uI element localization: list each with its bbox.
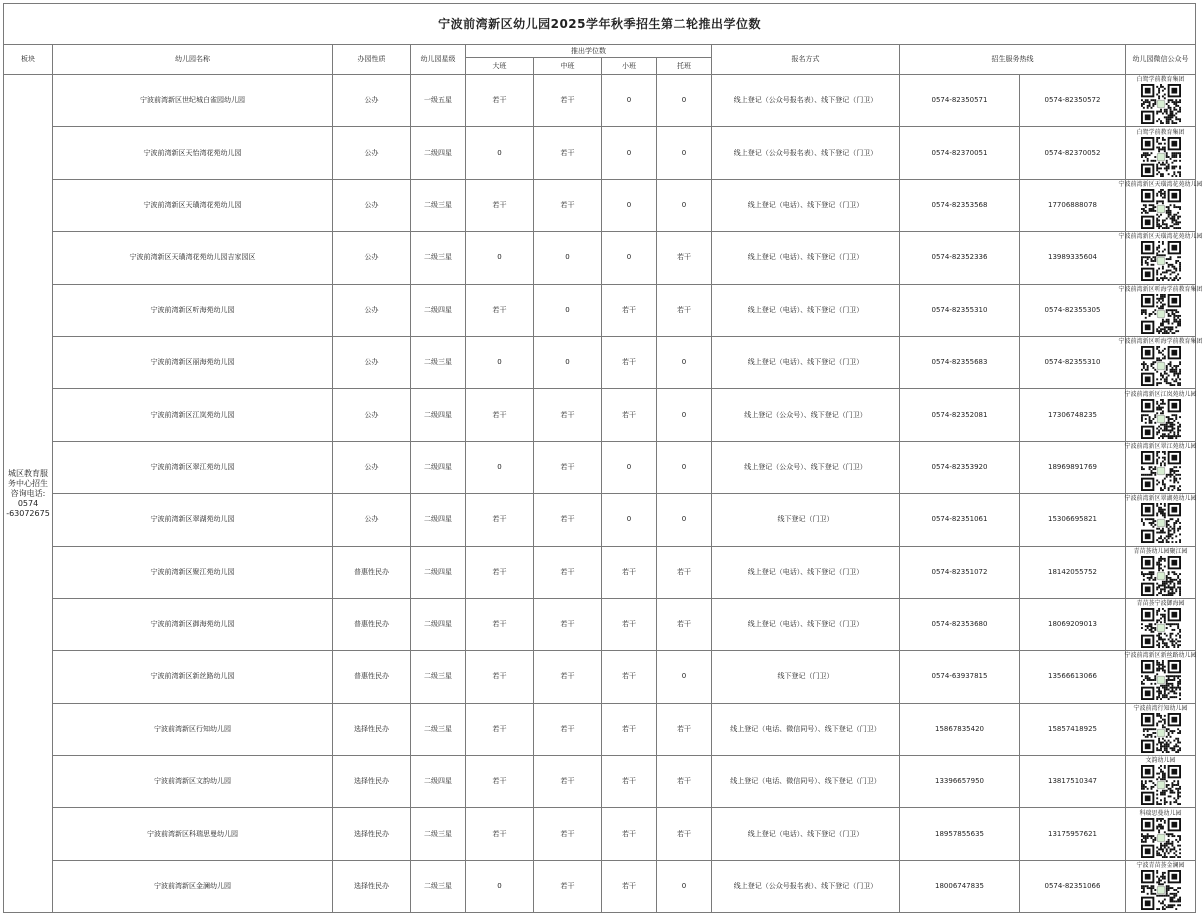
wechat-account — [1118, 336, 1203, 388]
page-title: 宁波前湾新区幼儿园2025学年秋季招生第二轮推出学位数 — [4, 4, 1196, 45]
hotline-secondary: 15306695821 — [1020, 494, 1126, 546]
places-small: 0 — [602, 127, 657, 179]
table-row — [4, 179, 1196, 231]
places-big: 若干 — [466, 389, 534, 441]
header-region: 板块 — [4, 45, 53, 75]
hotline-secondary: 0574-82370052 — [1020, 127, 1126, 179]
hotline-primary: 0574-82352081 — [900, 389, 1020, 441]
school-nature: 普惠性民办 — [333, 546, 411, 598]
wechat-account-name: 宁波前湾新区江岚苑幼儿园 — [1124, 390, 1197, 398]
hotline-secondary: 0574-82355310 — [1020, 336, 1126, 388]
hotline-primary: 18957855635 — [900, 808, 1020, 860]
hotline-secondary: 13175957621 — [1020, 808, 1126, 860]
table-row — [4, 441, 1196, 493]
header-places: 推出学位数 — [466, 45, 712, 58]
places-middle: 若干 — [534, 441, 602, 493]
places-big: 若干 — [466, 75, 534, 127]
qr-code-icon[interactable] — [1141, 189, 1181, 229]
header-hotline: 招生服务热线 — [900, 45, 1126, 75]
wechat-account — [1126, 703, 1196, 755]
table-row — [4, 756, 1196, 808]
places-big: 若干 — [466, 494, 534, 546]
places-middle: 若干 — [534, 703, 602, 755]
registration-method: 线上登记（公众号报名表）、线下登记（门卫） — [712, 127, 900, 179]
table-body — [4, 75, 1203, 913]
star-grade: 二级四星 — [411, 494, 466, 546]
places-nursery: 若干 — [657, 546, 712, 598]
places-small: 0 — [602, 179, 657, 231]
star-grade: 二级四星 — [411, 389, 466, 441]
school-nature: 选择性民办 — [333, 860, 411, 912]
places-nursery: 0 — [657, 441, 712, 493]
school-nature: 选择性民办 — [333, 808, 411, 860]
wechat-account-name: 青苗荟宁波御海园 — [1136, 600, 1185, 608]
places-small: 若干 — [602, 598, 657, 650]
places-middle: 若干 — [534, 389, 602, 441]
places-nursery: 0 — [657, 336, 712, 388]
kindergarten-name: 宁波前湾新区行知幼儿园 — [53, 703, 333, 755]
places-small: 0 — [602, 441, 657, 493]
places-small: 若干 — [602, 860, 657, 912]
wechat-account — [1126, 808, 1196, 860]
hotline-secondary: 13817510347 — [1020, 756, 1126, 808]
wechat-account-name: 宁波前湾新区天璜湾花苑幼儿园 — [1118, 233, 1203, 241]
school-nature: 公办 — [333, 494, 411, 546]
school-nature: 公办 — [333, 389, 411, 441]
star-grade: 二级四星 — [411, 546, 466, 598]
places-middle: 若干 — [534, 546, 602, 598]
registration-method: 线上登记（电话）、线下登记（门卫） — [712, 284, 900, 336]
wechat-account-name: 宁波前湾行知幼儿园 — [1133, 704, 1188, 712]
hotline-secondary: 0574-82350572 — [1020, 75, 1126, 127]
places-nursery: 若干 — [657, 284, 712, 336]
hotline-primary: 13396657950 — [900, 756, 1020, 808]
registration-method: 线下登记（门卫） — [712, 651, 900, 703]
wechat-account-name: 宁波前湾新区翠江苑幼儿园 — [1124, 442, 1197, 450]
table-row — [4, 808, 1196, 860]
wechat-account — [1126, 441, 1196, 493]
places-big: 0 — [466, 127, 534, 179]
places-middle: 若干 — [534, 808, 602, 860]
kindergarten-name: 宁波前湾新区翠江苑幼儿园 — [53, 441, 333, 493]
places-big: 0 — [466, 441, 534, 493]
registration-method: 线下登记（门卫） — [712, 494, 900, 546]
qr-code-icon[interactable] — [1141, 84, 1181, 124]
qr-code-icon[interactable] — [1141, 451, 1181, 491]
kindergarten-name: 宁波前湾新区丽海苑幼儿园 — [53, 336, 333, 388]
star-grade: 二级三星 — [411, 808, 466, 860]
places-nursery: 若干 — [657, 232, 712, 284]
kindergarten-name: 宁波前湾新区御海苑幼儿园 — [53, 598, 333, 650]
kindergarten-name: 宁波前湾新区金澜幼儿园 — [53, 860, 333, 912]
wechat-account-name: 宁波前湾新区天璜湾花苑幼儿园 — [1118, 180, 1203, 188]
places-middle: 若干 — [534, 494, 602, 546]
qr-code-icon[interactable] — [1141, 294, 1181, 334]
places-small: 若干 — [602, 389, 657, 441]
places-nursery: 若干 — [657, 703, 712, 755]
hotline-primary: 0574-82353920 — [900, 441, 1020, 493]
wechat-account — [1126, 494, 1196, 546]
hotline-secondary: 17306748235 — [1020, 389, 1126, 441]
hotline-primary: 0574-82355683 — [900, 336, 1020, 388]
places-middle: 若干 — [534, 127, 602, 179]
registration-method: 线上登记（电话）、线下登记（门卫） — [712, 808, 900, 860]
registration-method: 线上登记（电话）、线下登记（门卫） — [712, 598, 900, 650]
school-nature: 公办 — [333, 232, 411, 284]
school-nature: 公办 — [333, 75, 411, 127]
places-small: 若干 — [602, 546, 657, 598]
hotline-secondary: 18142055752 — [1020, 546, 1126, 598]
kindergarten-name: 宁波前湾新区科瑞思曼幼儿园 — [53, 808, 333, 860]
table-row — [4, 546, 1196, 598]
school-nature: 公办 — [333, 441, 411, 493]
school-nature: 普惠性民办 — [333, 598, 411, 650]
table-row — [4, 598, 1196, 650]
wechat-account — [1118, 179, 1203, 231]
qr-code-icon[interactable] — [1141, 765, 1181, 805]
header-small: 小班 — [602, 58, 657, 75]
header-wechat: 幼儿园微信公众号 — [1126, 45, 1196, 75]
places-big: 若干 — [466, 598, 534, 650]
enrollment-table — [3, 3, 1203, 913]
places-small: 若干 — [602, 808, 657, 860]
hotline-primary: 0574-82353680 — [900, 598, 1020, 650]
qr-code-icon[interactable] — [1141, 137, 1181, 177]
places-small: 若干 — [602, 336, 657, 388]
kindergarten-name: 宁波前湾新区世纪城白雀园幼儿园 — [53, 75, 333, 127]
wechat-account-name: 白鸳学前教育集团 — [1136, 128, 1185, 136]
kindergarten-name: 宁波前湾新区天怡湾花苑幼儿园 — [53, 127, 333, 179]
school-nature: 公办 — [333, 284, 411, 336]
header-name: 幼儿园名称 — [53, 45, 333, 75]
table-row — [4, 336, 1196, 388]
hotline-primary: 0574-82355310 — [900, 284, 1020, 336]
places-big: 若干 — [466, 546, 534, 598]
places-small: 0 — [602, 75, 657, 127]
places-big: 若干 — [466, 284, 534, 336]
places-middle: 若干 — [534, 860, 602, 912]
hotline-primary: 0574-82353568 — [900, 179, 1020, 231]
registration-method: 线上登记（公众号报名表）、线下登记（门卫） — [712, 860, 900, 912]
school-nature: 公办 — [333, 179, 411, 231]
hotline-secondary: 0574-82355305 — [1020, 284, 1126, 336]
wechat-account-name: 宁波前湾新区新丝路幼儿园 — [1124, 652, 1197, 660]
places-big: 0 — [466, 860, 534, 912]
places-nursery: 0 — [657, 75, 712, 127]
places-big: 若干 — [466, 703, 534, 755]
places-middle: 0 — [534, 232, 602, 284]
header-method: 报名方式 — [712, 45, 900, 75]
qr-code-icon[interactable] — [1141, 503, 1181, 543]
kindergarten-name: 宁波前湾新区新丝路幼儿园 — [53, 651, 333, 703]
qr-code-icon[interactable] — [1141, 346, 1181, 386]
hotline-secondary: 18069209013 — [1020, 598, 1126, 650]
star-grade: 二级三星 — [411, 651, 466, 703]
table-row — [4, 860, 1196, 912]
wechat-account — [1126, 127, 1196, 179]
qr-code-icon[interactable] — [1141, 608, 1181, 648]
hotline-secondary: 15857418925 — [1020, 703, 1126, 755]
hotline-primary: 0574-82351061 — [900, 494, 1020, 546]
places-nursery: 0 — [657, 860, 712, 912]
places-nursery: 0 — [657, 651, 712, 703]
wechat-account-name: 宁波前湾新区翠湖苑幼儿园 — [1124, 495, 1197, 503]
star-grade: 二级四星 — [411, 756, 466, 808]
places-nursery: 若干 — [657, 808, 712, 860]
qr-code-icon[interactable] — [1141, 870, 1181, 910]
places-big: 0 — [466, 336, 534, 388]
wechat-account-name: 宁波青苗荟金澜园 — [1136, 862, 1185, 870]
header-grade: 幼儿园星级 — [411, 45, 466, 75]
qr-code-icon[interactable] — [1141, 556, 1181, 596]
wechat-account — [1126, 546, 1196, 598]
wechat-account-name: 青苗荟幼儿园聚江园 — [1133, 547, 1188, 555]
places-nursery: 0 — [657, 494, 712, 546]
hotline-secondary: 0574-82351066 — [1020, 860, 1126, 912]
places-middle: 若干 — [534, 75, 602, 127]
wechat-account-name: 白鸳学前教育集团 — [1136, 76, 1185, 84]
hotline-primary: 0574-82350571 — [900, 75, 1020, 127]
star-grade: 二级四星 — [411, 441, 466, 493]
hotline-primary: 0574-63937815 — [900, 651, 1020, 703]
hotline-primary: 18006747835 — [900, 860, 1020, 912]
places-nursery: 若干 — [657, 598, 712, 650]
registration-method: 线上登记（电话、微信同号）、线下登记（门卫） — [712, 703, 900, 755]
star-grade: 二级三星 — [411, 703, 466, 755]
places-small: 0 — [602, 494, 657, 546]
star-grade: 二级四星 — [411, 598, 466, 650]
kindergarten-name: 宁波前湾新区天璜湾花苑幼儿园吉家园区 — [53, 232, 333, 284]
places-middle: 若干 — [534, 651, 602, 703]
hotline-secondary: 18969891769 — [1020, 441, 1126, 493]
region-contact: 城区教育服务中心招生咨询电话: 0574 -63072675 — [4, 75, 53, 913]
header-middle: 中班 — [534, 58, 602, 75]
places-nursery: 0 — [657, 389, 712, 441]
places-big: 若干 — [466, 179, 534, 231]
wechat-account — [1118, 232, 1203, 284]
registration-method: 线上登记（电话、微信同号）、线下登记（门卫） — [712, 756, 900, 808]
kindergarten-name: 宁波前湾新区聚江苑幼儿园 — [53, 546, 333, 598]
places-small: 若干 — [602, 651, 657, 703]
registration-method: 线上登记（公众号）、线下登记（门卫） — [712, 441, 900, 493]
places-small: 若干 — [602, 284, 657, 336]
wechat-account — [1126, 651, 1196, 703]
table-row — [4, 75, 1196, 127]
kindergarten-name: 宁波前湾新区翠湖苑幼儿园 — [53, 494, 333, 546]
qr-code-icon[interactable] — [1141, 399, 1181, 439]
places-big: 若干 — [466, 651, 534, 703]
hotline-primary: 0574-82351072 — [900, 546, 1020, 598]
places-middle: 0 — [534, 284, 602, 336]
hotline-secondary: 13989335604 — [1020, 232, 1126, 284]
places-middle: 0 — [534, 336, 602, 388]
header-big: 大班 — [466, 58, 534, 75]
places-big: 若干 — [466, 808, 534, 860]
wechat-account-name: 文韵幼儿园 — [1145, 757, 1176, 765]
table-row — [4, 494, 1196, 546]
places-small: 0 — [602, 232, 657, 284]
wechat-account-name: 科瑞思曼幼儿园 — [1139, 809, 1182, 817]
table-row — [4, 389, 1196, 441]
registration-method: 线上登记（电话）、线下登记（门卫） — [712, 232, 900, 284]
school-nature: 选择性民办 — [333, 703, 411, 755]
places-small: 若干 — [602, 756, 657, 808]
places-nursery: 0 — [657, 179, 712, 231]
wechat-account — [1126, 860, 1196, 912]
registration-method: 线上登记（电话）、线下登记（门卫） — [712, 546, 900, 598]
hotline-primary: 0574-82370051 — [900, 127, 1020, 179]
kindergarten-name: 宁波前湾新区天璜湾花苑幼儿园 — [53, 179, 333, 231]
kindergarten-name: 宁波前湾新区听海苑幼儿园 — [53, 284, 333, 336]
qr-code-icon[interactable] — [1141, 818, 1181, 858]
kindergarten-name: 宁波前湾新区文韵幼儿园 — [53, 756, 333, 808]
kindergarten-name: 宁波前湾新区江岚苑幼儿园 — [53, 389, 333, 441]
wechat-account-name: 宁波前湾新区听海学前教育集团 — [1118, 338, 1203, 346]
places-big: 若干 — [466, 756, 534, 808]
hotline-secondary: 17706888078 — [1020, 179, 1126, 231]
star-grade: 一级五星 — [411, 75, 466, 127]
table-row — [4, 284, 1196, 336]
registration-method: 线上登记（公众号）、线下登记（门卫） — [712, 389, 900, 441]
qr-code-icon[interactable] — [1141, 660, 1181, 700]
star-grade: 二级四星 — [411, 284, 466, 336]
places-small: 若干 — [602, 703, 657, 755]
places-big: 0 — [466, 232, 534, 284]
places-middle: 若干 — [534, 179, 602, 231]
header-nursery: 托班 — [657, 58, 712, 75]
wechat-account — [1126, 389, 1196, 441]
table-row — [4, 651, 1196, 703]
star-grade: 二级三星 — [411, 860, 466, 912]
wechat-account — [1126, 756, 1196, 808]
qr-code-icon[interactable] — [1141, 713, 1181, 753]
school-nature: 普惠性民办 — [333, 651, 411, 703]
school-nature: 公办 — [333, 336, 411, 388]
table-row — [4, 703, 1196, 755]
wechat-account-name: 宁波前湾新区听海学前教育集团 — [1118, 285, 1203, 293]
qr-code-icon[interactable] — [1141, 241, 1181, 281]
registration-method: 线上登记（电话）、线下登记（门卫） — [712, 179, 900, 231]
registration-method: 线上登记（公众号报名表）、线下登记（门卫） — [712, 75, 900, 127]
places-nursery: 0 — [657, 127, 712, 179]
header-nature: 办园性质 — [333, 45, 411, 75]
registration-method: 线上登记（电话）、线下登记（门卫） — [712, 336, 900, 388]
wechat-account — [1118, 284, 1203, 336]
table-row — [4, 127, 1196, 179]
hotline-primary: 15867835420 — [900, 703, 1020, 755]
star-grade: 二级三星 — [411, 232, 466, 284]
hotline-primary: 0574-82352336 — [900, 232, 1020, 284]
wechat-account — [1126, 598, 1196, 650]
star-grade: 二级三星 — [411, 179, 466, 231]
hotline-secondary: 13566613066 — [1020, 651, 1126, 703]
star-grade: 二级四星 — [411, 127, 466, 179]
places-nursery: 若干 — [657, 756, 712, 808]
places-middle: 若干 — [534, 756, 602, 808]
star-grade: 二级三星 — [411, 336, 466, 388]
school-nature: 公办 — [333, 127, 411, 179]
school-nature: 选择性民办 — [333, 756, 411, 808]
places-middle: 若干 — [534, 598, 602, 650]
table-row — [4, 232, 1196, 284]
wechat-account — [1126, 75, 1196, 127]
enrollment-sheet — [3, 3, 1203, 917]
